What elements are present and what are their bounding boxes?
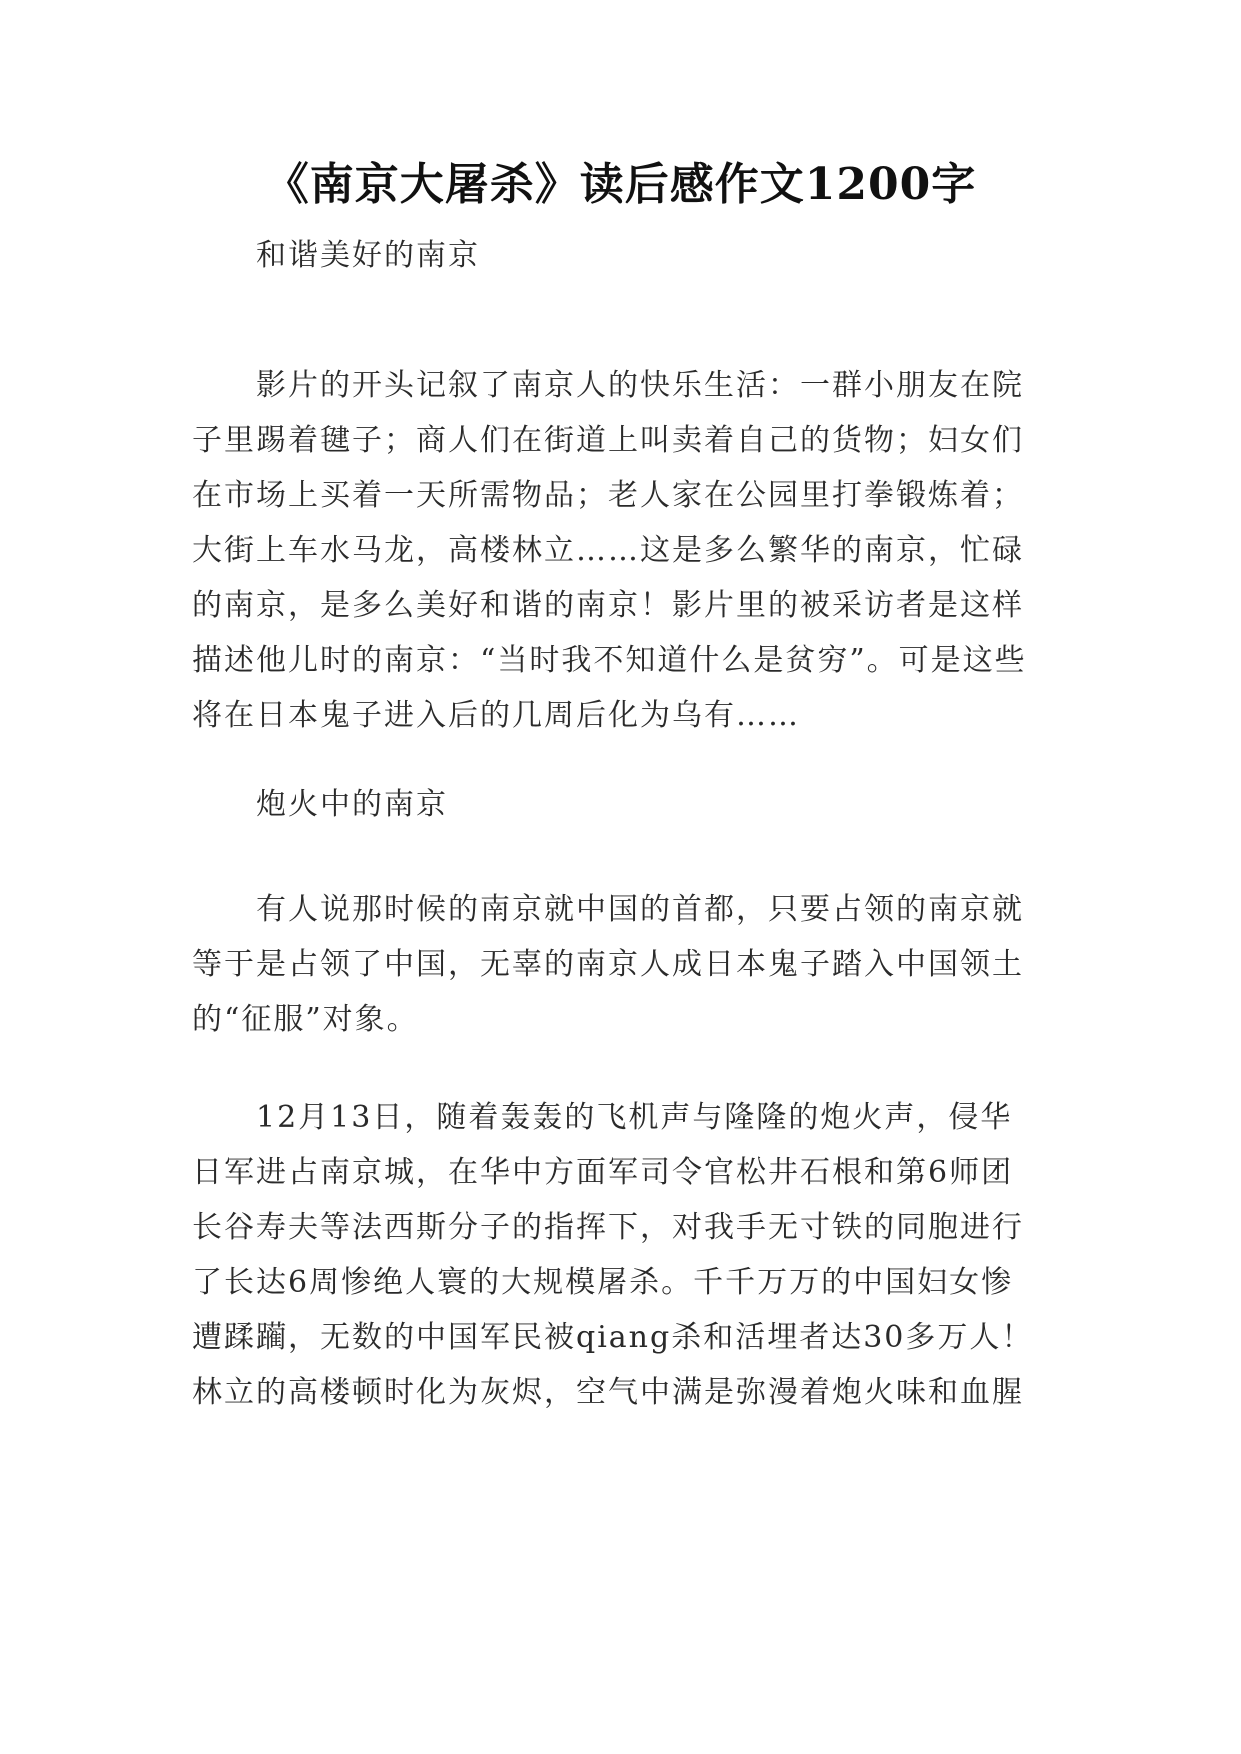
paragraph-line: 等于是占领了中国，无辜的南京人成日本鬼子踏入中国领土 [192, 947, 1024, 982]
paragraph-line: 长谷寿夫等法西斯分子的指挥下，对我手无寸铁的同胞进行 [192, 1210, 1024, 1245]
paragraph-line: 12月13日，随着轰轰的飞机声与隆隆的炮火声，侵华 [256, 1100, 1013, 1135]
paragraph-opening [192, 358, 1062, 743]
paragraph-line: 林立的高楼顿时化为灰烬，空气中满是弥漫着炮火味和血腥 [192, 1375, 1024, 1410]
paragraph-line: 的“征服”对象。 [192, 1002, 419, 1037]
paragraph-line: 有人说那时候的南京就中国的首都，只要占领的南京就 [256, 892, 1024, 927]
section-heading-nanjing-in-war [192, 777, 1062, 832]
paragraph-line: 和谐美好的南京 [256, 238, 480, 273]
paragraph-line: 子里踢着毽子；商人们在街道上叫卖着自己的货物；妇女们 [192, 423, 1024, 458]
paragraph-line: 描述他儿时的南京：“当时我不知道什么是贫穷”。可是这些 [192, 643, 1027, 678]
paragraph-line: 遭蹂躏，无数的中国军民被qiang杀和活埋者达30多万人！ [192, 1320, 1034, 1355]
paragraph-line: 的南京，是多么美好和谐的南京！影片里的被采访者是这样 [192, 588, 1024, 623]
paragraph-capital [192, 882, 1062, 1047]
paragraph-line: 将在日本鬼子进入后的几周后化为乌有…… [192, 698, 800, 733]
document-title: 《南京大屠杀》读后感作文1200字 [264, 159, 977, 210]
paragraph-line: 日军进占南京城，在华中方面军司令官松井石根和第6师团 [192, 1155, 1014, 1190]
paragraph-line: 影片的开头记叙了南京人的快乐生活：一群小朋友在院 [256, 368, 1024, 403]
paragraph-line: 炮火中的南京 [256, 787, 448, 822]
paragraph-december-13 [192, 1090, 1062, 1420]
section-heading-harmonious-nanjing [192, 228, 1062, 283]
paragraph-line: 在市场上买着一天所需物品；老人家在公园里打拳锻炼着； [192, 478, 1024, 513]
paragraph-line: 大街上车水马龙，高楼林立……这是多么繁华的南京，忙碌 [192, 533, 1024, 568]
paragraph-line: 了长达6周惨绝人寰的大规模屠杀。千千万万的中国妇女惨 [192, 1265, 1014, 1300]
